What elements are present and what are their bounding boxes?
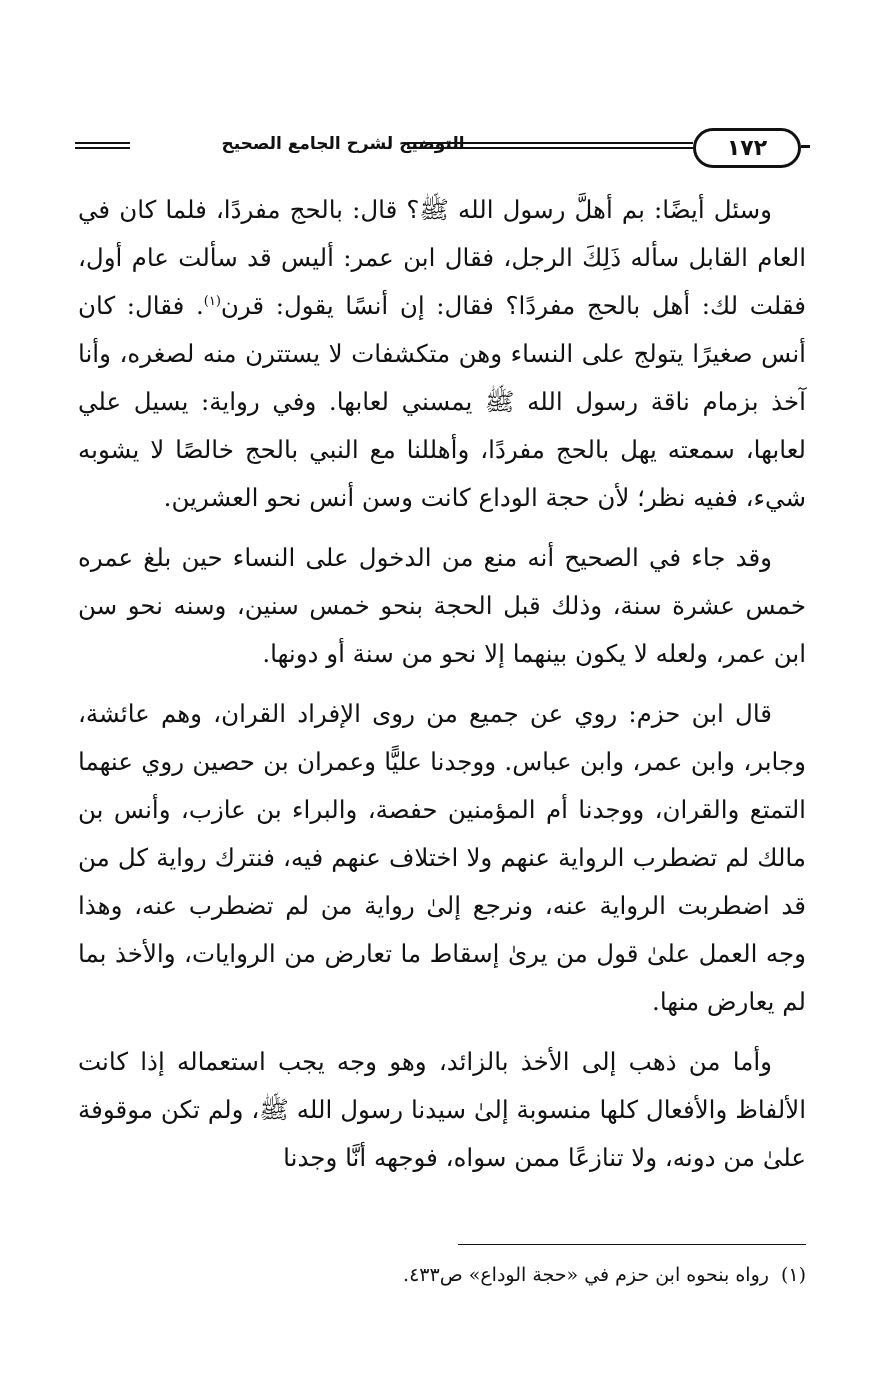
footnote-text: رواه بنحوه ابن حزم في «حجة الوداع» ص٤٣٣.	[403, 1264, 769, 1286]
page-number-frame	[693, 128, 801, 168]
paragraph-2: وقد جاء في الصحيح أنه منع من الدخول على النساء حين بلغ عمره خمس عشرة سنة، وذلك قبل الحجة بنحو خمس سنين، وسنه نحو سن ابن عمر، ولعله لا يكون بينهما إلا نحو من سنة أو دونها.	[78, 543, 806, 668]
header-rule-left	[75, 142, 130, 149]
paragraph-3: قال ابن حزم: روي عن جميع من روى الإفراد القران، وهم عائشة، وجابر، وابن عمر، وابن عباس. ووجدنا عليًّا وعمران بن حصين روي عنهما التمتع والقران، ووجدنا أم المؤمنين حفصة، والبراء بن عازب، وأنس بن مالك لم تضطرب الرواية عنهم ولا اختلاف عنهم فيه، فنترك رواية كل من قد اضطربت الرواية عنه، ونرجع إلىٰ رواية من لم تضطرب عنه، وهذا وجه العمل علىٰ قول من يرىٰ إسقاط ما تعارض من الروايات، والأخذ بما لم يعارض منها.	[78, 699, 806, 1016]
paragraph-1-text: وسئل أيضًا: بم أهلَّ رسول الله ﷺ؟ قال: بالحج مفردًا، فلما كان في العام القابل سأله ذَلِكَ الرجل، فقال ابن عمر: أليس قد سألت عام أول، فقلت لك: أهل بالحج مفردًا؟ فقال: إن أنسًا يقول: قرن	[78, 195, 806, 320]
footnote-reference: (١)	[203, 293, 221, 309]
footnote-separator	[458, 1244, 806, 1245]
paragraph-1	[78, 186, 806, 522]
page-header	[75, 122, 810, 182]
header-rule-middle	[407, 142, 693, 149]
footnote	[78, 1258, 806, 1292]
paragraph-1-text-continued: . فقال: كان أنس صغيرًا يتولج على النساء وهن متكشفات لا يستترن منه لصغره، وأنا آخذ بزمام ناقة رسول الله ﷺ يمسني لعابها. وفي رواية: يسيل علي لعابها، سمعته يهل بالحج مفردًا، وأهللنا مع النبي بالحج خالصًا لا يشوبه شيء، ففيه نظر؛ لأن حجة الوداع كانت وسن أنس نحو العشرين.	[78, 291, 806, 512]
page-number: ١٧٢	[726, 135, 768, 161]
footnote-number: (١)	[780, 1264, 806, 1286]
main-text	[78, 186, 806, 1194]
paragraph-4: وأما من ذهب إلى الأخذ بالزائد، وهو وجه يجب استعماله إذا كانت الألفاظ والأفعال كلها منسوبة إلىٰ سيدنا رسول الله ﷺ، ولم تكن موقوفة علىٰ من دونه، ولا تنازعًا ممن سواه، فوجهه أنَّا وجدنا	[78, 1047, 806, 1172]
header-rule-right	[801, 145, 810, 148]
book-title: التوضيح لشرح الجامع الصحيح	[221, 134, 465, 154]
